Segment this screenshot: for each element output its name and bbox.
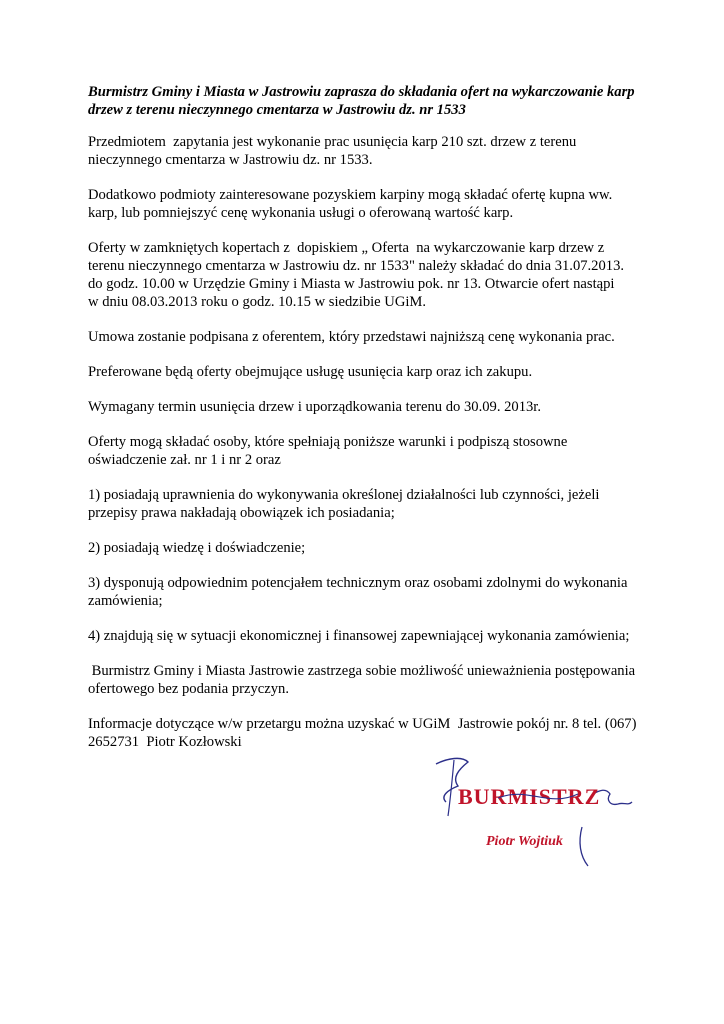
paragraph-deadline: Wymagany termin usunięcia drzew i uporządkowania terenu do 30.09. 2013r. [88,399,542,415]
stamp-title: BURMISTRZ [458,784,601,809]
signature-stroke [580,827,588,866]
paragraph-contract: Umowa zostanie podpisana z oferentem, który przedstawi najniższą cenę wykonania prac. [88,329,615,345]
condition-3: 3) dysponują odpowiednim potencjałem technicznym oraz osobami zdolnymi do wykonania zamówienia; [88,575,628,609]
condition-1: 1) posiadają uprawnienia do wykonywania określonej działalności lub czynności, jeżeli przepisy prawa nakładają obowiązek ich posiadania; [88,487,600,521]
document-body [88,83,658,768]
stamp-name: Piotr Wojtiuk [486,834,563,849]
paragraph-eligibility: Oferty mogą składać osoby, które spełniają poniższe warunki i podpiszą stosowne oświadczenie zał. nr 1 i nr 2 oraz [88,434,568,468]
document-title: Burmistrz Gminy i Miasta w Jastrowiu zaprasza do składania ofert na wykarczowanie karp drzew z terenu nieczynnego cmentarza w Jastrowiu dz. nr 1533 [88,84,635,118]
signature-stamp [428,742,643,877]
paragraph-reservation: Burmistrz Gminy i Miasta Jastrowie zastrzega sobie możliwość unieważnienia postępowania ofertowego bez podania przyczyn. [88,663,636,697]
paragraph-subject: Przedmiotem zapytania jest wykonanie prac usunięcia karp 210 szt. drzew z terenu nieczynnego cmentarza w Jastrowiu dz. nr 1533. [88,134,577,168]
paragraph-contact: Informacje dotyczące w/w przetargu można uzyskać w UGiM Jastrowie pokój nr. 8 tel. (067) 2652731 Piotr Kozłowski [88,716,637,750]
condition-4: 4) znajdują się w sytuacji ekonomicznej i finansowej zapewniającej wykonania zamówienia; [88,628,630,644]
paragraph-preferred: Preferowane będą oferty obejmujące usługę usunięcia karp oraz ich zakupu. [88,364,533,380]
paragraph-submission: Oferty w zamkniętych kopertach z dopiskiem „ Oferta na wykarczowanie karp drzew z terenu nieczynnego cmentarza w Jastrowiu dz. nr 1533" należy składać do dnia 31.07.2013. do godz. 10.00 w Urzędzie Gminy i Miasta w Jastrowiu pok. nr 13. Otwarcie ofert nastąpi w dniu 08.03.2013 roku o godz. 10.15 w siedzibie UGiM. [88,240,625,310]
condition-2: 2) posiadają wiedzę i doświadczenie; [88,540,306,556]
paragraph-additional: Dodatkowo podmioty zainteresowane pozyskiem karpiny mogą składać ofertę kupna ww. karp, lub pomniejszyć cenę wykonania usługi o oferowaną wartość karp. [88,187,613,221]
